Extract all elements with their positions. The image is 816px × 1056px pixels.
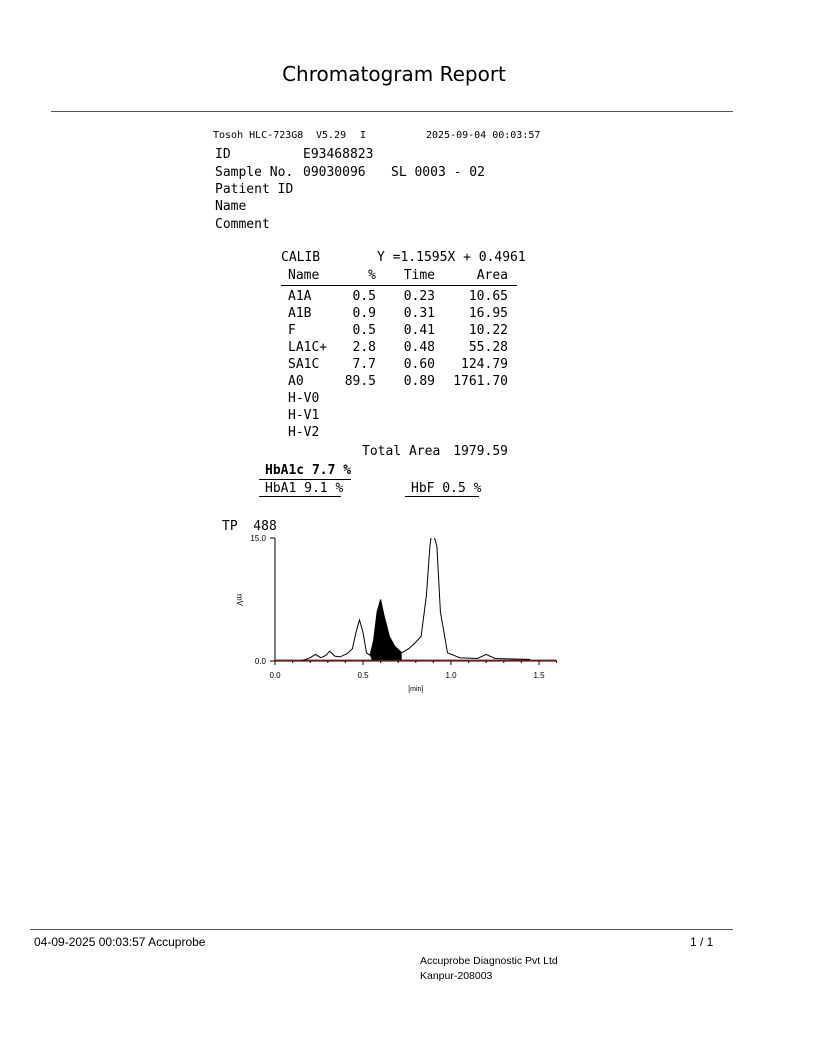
- table-cell-name: SA1C: [288, 357, 320, 372]
- id-label: ID: [215, 147, 231, 162]
- name-label: Name: [215, 199, 247, 214]
- table-cell-area: 1761.70: [453, 374, 508, 389]
- table-cell-time: 0.60: [403, 357, 435, 372]
- lab-name: Accuprobe Diagnostic Pvt Ltd: [420, 955, 558, 967]
- x-tick-label: 0.0: [269, 671, 281, 680]
- total-area-value: 1979.59: [453, 444, 508, 459]
- table-cell-name: H-V1: [288, 408, 320, 423]
- hba1c-underline: [259, 479, 351, 480]
- x-tick-label: 1.5: [533, 671, 545, 680]
- hbf-underline: [405, 496, 479, 497]
- table-cell-name: A0: [288, 374, 304, 389]
- table-cell-time: 0.23: [403, 289, 435, 304]
- comment-label: Comment: [215, 217, 270, 232]
- y-tick-label: 15.0: [250, 534, 266, 543]
- table-cell-name: LA1C+: [288, 340, 328, 355]
- table-cell-percent: 0.5: [352, 289, 376, 304]
- hba1-result: HbA1 9.1 %: [265, 481, 344, 496]
- table-cell-time: 0.89: [403, 374, 435, 389]
- table-cell-area: 124.79: [461, 357, 508, 372]
- table-cell-time: 0.41: [403, 323, 435, 338]
- table-cell-name: H-V0: [288, 391, 320, 406]
- calib-label: CALIB: [281, 250, 321, 265]
- lab-address: Kanpur-208003: [420, 970, 493, 982]
- table-cell-name: H-V2: [288, 425, 320, 440]
- instrument-version: V5.29: [316, 130, 347, 141]
- report-title: Chromatogram Report: [282, 62, 506, 86]
- tp-label: TP 488: [222, 519, 277, 534]
- table-cell-area: 10.65: [468, 289, 508, 304]
- y-axis-label: mV: [235, 594, 244, 606]
- table-cell-percent: 89.5: [344, 374, 376, 389]
- sample-no-value: 09030096: [303, 165, 366, 180]
- table-cell-time: 0.31: [403, 306, 435, 321]
- header-divider: [51, 111, 733, 112]
- chromatogram-trace: [275, 534, 530, 661]
- table-cell-area: 16.95: [468, 306, 508, 321]
- table-cell-area: 10.22: [468, 323, 508, 338]
- patient-id-label: Patient ID: [215, 182, 294, 197]
- id-value: E93468823: [303, 147, 374, 162]
- footer-datetime-user: 04-09-2025 00:03:57 Accuprobe: [34, 935, 206, 949]
- table-header-name: Name: [288, 268, 320, 283]
- table-cell-percent: 0.5: [352, 323, 376, 338]
- hba1-underline: [259, 496, 341, 497]
- table-cell-name: F: [288, 323, 296, 338]
- instrument-datetime: 2025-09-04 00:03:57: [426, 130, 541, 141]
- chromatogram-plot: [220, 530, 570, 700]
- table-cell-percent: 0.9: [352, 306, 376, 321]
- instrument-flag: I: [360, 130, 367, 141]
- table-header-rule: [281, 285, 517, 286]
- table-cell-time: 0.48: [403, 340, 435, 355]
- instrument-model: Tosoh HLC-723G8: [213, 130, 304, 141]
- table-header-time: Time: [403, 268, 435, 283]
- sample-no-label: Sample No.: [215, 165, 294, 180]
- total-area-label: Total Area: [362, 444, 441, 459]
- calib-equation: Y =1.1595X + 0.4961: [377, 250, 526, 265]
- table-cell-name: A1A: [288, 289, 312, 304]
- table-cell-percent: 7.7: [352, 357, 376, 372]
- footer-page-number: 1 / 1: [690, 935, 714, 949]
- x-tick-label: 0.5: [357, 671, 369, 680]
- x-axis-label: [min]: [408, 686, 424, 693]
- table-cell-percent: 2.8: [352, 340, 376, 355]
- y-tick-label: 0.0: [254, 657, 266, 666]
- footer-divider: [30, 929, 733, 930]
- table-header-area: Area: [476, 268, 508, 283]
- sl-value: SL 0003 - 02: [391, 165, 485, 180]
- hbf-result: HbF 0.5 %: [411, 481, 482, 496]
- table-cell-name: A1B: [288, 306, 312, 321]
- hba1c-result: HbA1c 7.7 %: [265, 463, 352, 478]
- table-header-percent: %: [368, 268, 376, 283]
- x-tick-label: 1.0: [445, 671, 457, 680]
- table-cell-area: 55.28: [468, 340, 508, 355]
